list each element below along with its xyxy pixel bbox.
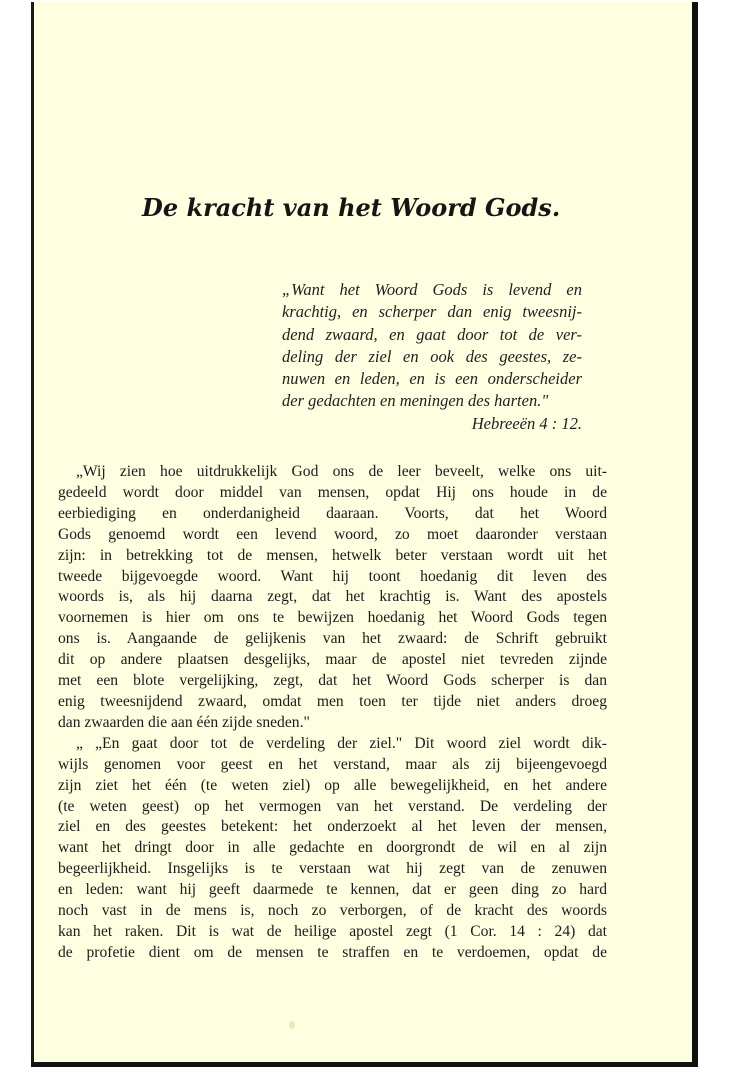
body-line: ons is. Aangaande de gelijkenis van het zwaard: de Schrift gebruikt [58,630,607,648]
body-line: dit op andere plaatsen desgelijks, maar de apostel niet tevreden zijnde [58,651,607,669]
body-line: begeerlijkheid. Insgelijks is te verstaan wat hij zegt van de zenuwen [58,860,607,878]
body-line: de profetie dient om de mensen te straffen en te verdoemen, opdat de [58,943,607,961]
body-line: en leden: want hij geeft daarmede te kennen, dat er geen ding zo hard [58,881,607,899]
motto-quote [282,279,582,435]
body-line: woords is, als hij daarna zegt, dat het krachtig is. Want des apostels [58,588,607,606]
motto-line: krachtig, en scherper dan enig tweesnij- [282,302,582,322]
motto-reference: Hebreeën 4 : 12. [471,413,582,433]
body-line: met een blote vergelijking, zegt, dat het Woord Gods scherper is dan [58,672,607,690]
page-right-edge [692,2,698,1066]
body-line: eerbiediging en onderdanigheid daaraan. Voorts, dat het Woord [58,504,607,522]
body-line: kan het raken. Dit is wat de heilige apostel zegt (1 Cor. 14 : 24) dat [58,922,607,940]
body-line: „Wij zien hoe uitdrukkelijk God ons de leer beveelt, welke ons uit- [76,463,607,480]
page-bottom-edge [31,1062,698,1067]
motto-line: nuwen en leden, en is een onderscheider [282,369,582,389]
body-line: tweede bijgevoegde woord. Want hij toont hoedanig dit leven des [58,567,607,585]
body-line: want het dringt door in alle gedachte en doorgrondt de wil en al zijn [58,839,607,857]
motto-line: „Want het Woord Gods is levend en [282,280,582,299]
body-line: noch vast in de mens is, noch zo verborgen, of de kracht des woords [58,902,607,920]
body-line: Gods genoemd wordt een levend woord, zo moet daaronder verstaan [58,525,607,543]
body-line: ziel en des geestes betekent: het onderzoekt al het leven der mensen, [58,818,607,836]
motto-line: deling der ziel en ook des geestes, ze- [282,346,582,366]
paper-speck [289,1021,295,1029]
body-line: wijls genomen voor geest en het verstand, maar als zij bijeengevoegd [58,755,607,773]
motto-line: der gedachten en meningen des harten." [282,391,549,411]
body-line: zijn: in betrekking tot de mensen, hetwelk beter verstaan wordt uit het [58,546,607,564]
body-text [58,462,607,964]
body-line: gedeeld wordt door middel van mensen, opdat Hij ons houde in de [58,483,607,501]
body-line: voornemen is hier om ons te bewijzen hoedanig het Woord Gods tegen [58,609,607,627]
page-title: De kracht van het Woord Gods. [142,193,561,222]
motto-line: dend zwaard, en gaat door tot de ver- [282,324,582,344]
body-line: dan zwaarden die aan één zijde sneden." [58,713,310,731]
body-line: (te weten geest) op het vermogen van het verstand. De verdeling der [58,797,607,815]
body-line: enig tweesnijdend zwaard, omdat men toen ter tijde niet anders droeg [58,692,607,710]
body-line: zijn ziet het één (te weten ziel) op alle bewegelijkheid, en het andere [58,776,607,794]
body-line: „ „En gaat door tot de verdeling der ziel." Dit woord ziel wordt dik- [76,734,607,752]
